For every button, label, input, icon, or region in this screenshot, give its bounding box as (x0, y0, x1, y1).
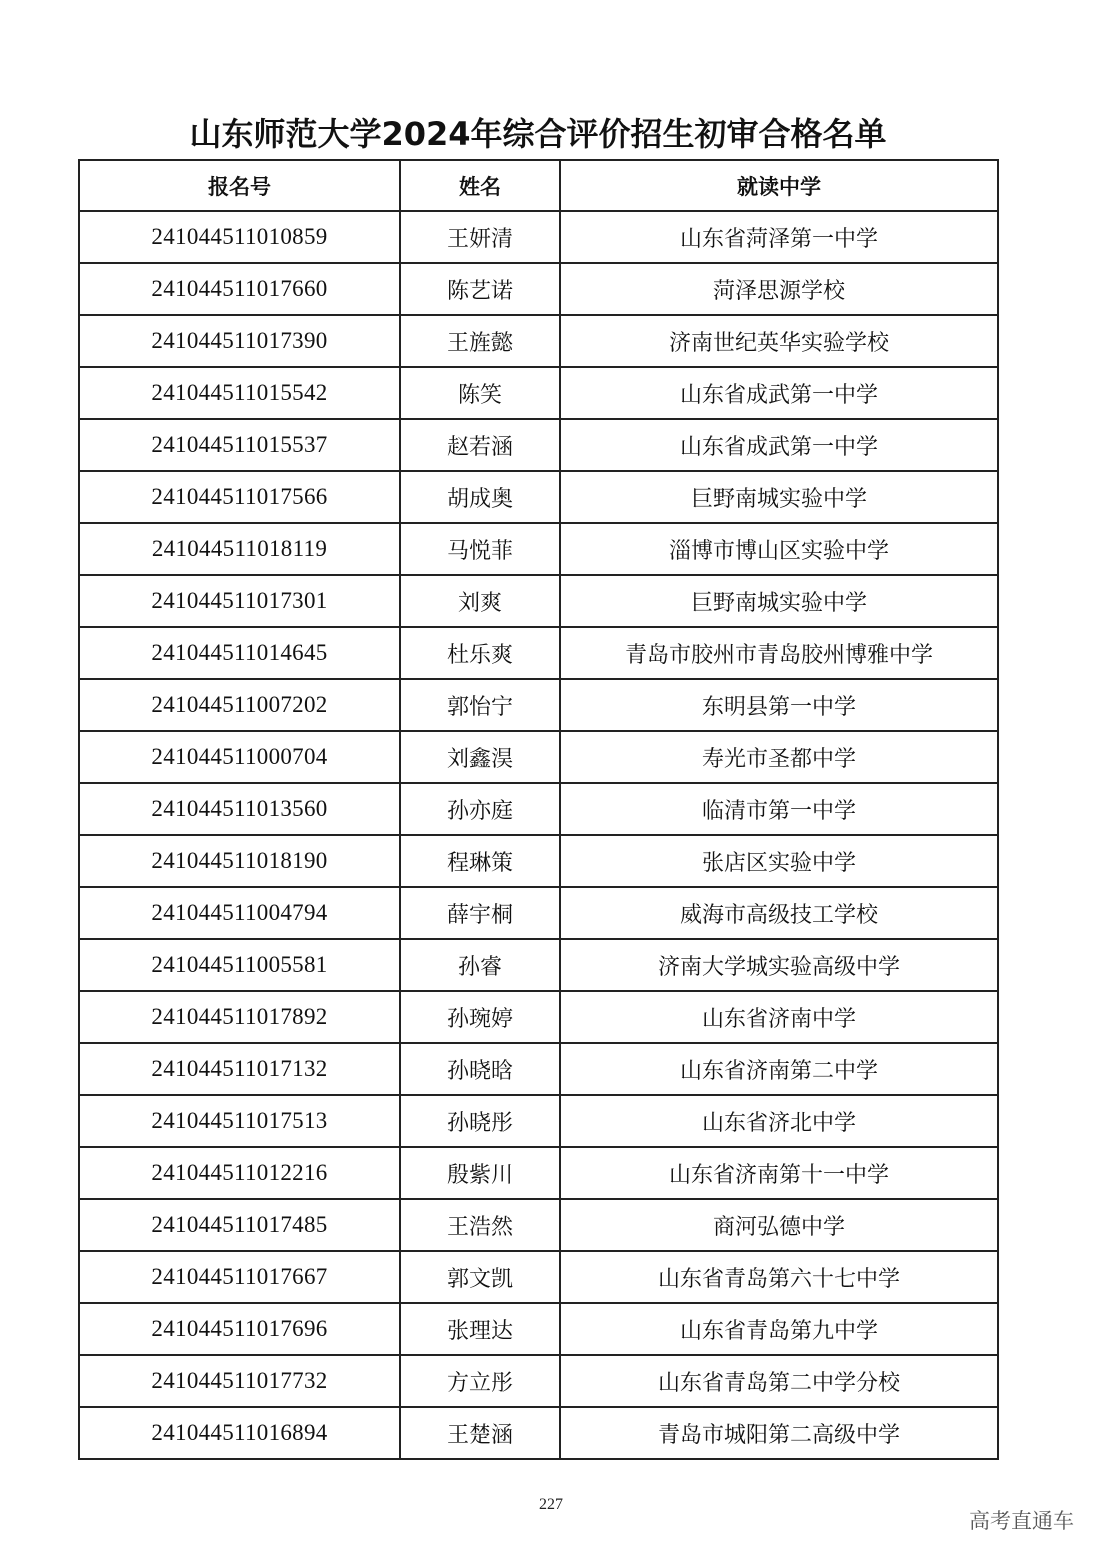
student-name-cell: 陈艺诺 (400, 263, 560, 315)
school-name-cell: 巨野南城实验中学 (560, 575, 998, 627)
student-name-cell: 孙睿 (400, 939, 560, 991)
student-name-cell: 王旌懿 (400, 315, 560, 367)
student-name-cell: 张理达 (400, 1303, 560, 1355)
column-header-name: 姓名 (400, 160, 560, 211)
school-name-cell: 山东省青岛第二中学分校 (560, 1355, 998, 1407)
table-row (79, 211, 998, 263)
registration-number-cell: 241044511013560 (79, 783, 400, 835)
student-name-cell: 马悦菲 (400, 523, 560, 575)
school-name-cell: 寿光市圣都中学 (560, 731, 998, 783)
school-name-cell: 济南大学城实验高级中学 (560, 939, 998, 991)
registration-number-cell: 241044511017892 (79, 991, 400, 1043)
table-row (79, 1407, 998, 1459)
student-name-cell: 刘爽 (400, 575, 560, 627)
registration-number-cell: 241044511017390 (79, 315, 400, 367)
student-name-cell: 郭文凯 (400, 1251, 560, 1303)
student-name-cell: 孙亦庭 (400, 783, 560, 835)
student-name-cell: 赵若涵 (400, 419, 560, 471)
registration-number-cell: 241044511004794 (79, 887, 400, 939)
table-row (79, 939, 998, 991)
registration-number-cell: 241044511015542 (79, 367, 400, 419)
registration-number-cell: 241044511007202 (79, 679, 400, 731)
registration-number-cell: 241044511017301 (79, 575, 400, 627)
table-row (79, 315, 998, 367)
student-name-cell: 郭怡宁 (400, 679, 560, 731)
table-row (79, 627, 998, 679)
registration-number-cell: 241044511012216 (79, 1147, 400, 1199)
school-name-cell: 商河弘德中学 (560, 1199, 998, 1251)
registration-number-cell: 241044511005581 (79, 939, 400, 991)
table-row (79, 1043, 998, 1095)
table-row (79, 679, 998, 731)
school-name-cell: 东明县第一中学 (560, 679, 998, 731)
registration-number-cell: 241044511017660 (79, 263, 400, 315)
registration-number-cell: 241044511018119 (79, 523, 400, 575)
student-name-cell: 方立彤 (400, 1355, 560, 1407)
student-name-cell: 刘鑫淏 (400, 731, 560, 783)
registration-number-cell: 241044511015537 (79, 419, 400, 471)
table-row (79, 835, 998, 887)
table-row (79, 783, 998, 835)
student-name-cell: 王浩然 (400, 1199, 560, 1251)
registration-number-cell: 241044511017132 (79, 1043, 400, 1095)
table-body (79, 211, 998, 1459)
school-name-cell: 山东省菏泽第一中学 (560, 211, 998, 263)
registration-number-cell: 241044511016894 (79, 1407, 400, 1459)
student-name-cell: 王妍清 (400, 211, 560, 263)
watermark: 高考直通车 (969, 1509, 1074, 1533)
registration-number-cell: 241044511018190 (79, 835, 400, 887)
table-row (79, 1251, 998, 1303)
school-name-cell: 山东省青岛第六十七中学 (560, 1251, 998, 1303)
school-name-cell: 济南世纪英华实验学校 (560, 315, 998, 367)
school-name-cell: 临清市第一中学 (560, 783, 998, 835)
school-name-cell: 山东省济南中学 (560, 991, 998, 1043)
header-row (79, 160, 998, 211)
table-row (79, 419, 998, 471)
student-name-cell: 薛宇桐 (400, 887, 560, 939)
page-number: 227 (539, 1496, 563, 1513)
registration-number-cell: 241044511000704 (79, 731, 400, 783)
school-name-cell: 青岛市城阳第二高级中学 (560, 1407, 998, 1459)
registration-number-cell: 241044511017485 (79, 1199, 400, 1251)
table-row (79, 1303, 998, 1355)
school-name-cell: 山东省济北中学 (560, 1095, 998, 1147)
student-name-cell: 王楚涵 (400, 1407, 560, 1459)
student-name-cell: 孙晓彤 (400, 1095, 560, 1147)
school-name-cell: 菏泽思源学校 (560, 263, 998, 315)
school-name-cell: 巨野南城实验中学 (560, 471, 998, 523)
registration-number-cell: 241044511017696 (79, 1303, 400, 1355)
table-row (79, 1355, 998, 1407)
student-name-cell: 孙晓晗 (400, 1043, 560, 1095)
table-row (79, 1147, 998, 1199)
registration-number-cell: 241044511010859 (79, 211, 400, 263)
registration-number-cell: 241044511014645 (79, 627, 400, 679)
registration-number-cell: 241044511017566 (79, 471, 400, 523)
registration-number-cell: 241044511017513 (79, 1095, 400, 1147)
page-title: 山东师范大学2024年综合评价招生初审合格名单 (189, 115, 887, 153)
table-row (79, 1095, 998, 1147)
table-row (79, 731, 998, 783)
registration-number-cell: 241044511017667 (79, 1251, 400, 1303)
student-name-cell: 程琳策 (400, 835, 560, 887)
column-header-school: 就读中学 (560, 160, 998, 211)
table-row (79, 991, 998, 1043)
registration-number-cell: 241044511017732 (79, 1355, 400, 1407)
school-name-cell: 青岛市胶州市青岛胶州博雅中学 (560, 627, 998, 679)
column-header-registration-number: 报名号 (79, 160, 400, 211)
admission-list-table (78, 159, 999, 1460)
student-name-cell: 杜乐爽 (400, 627, 560, 679)
table-row (79, 1199, 998, 1251)
table-row (79, 575, 998, 627)
school-name-cell: 张店区实验中学 (560, 835, 998, 887)
table-row (79, 523, 998, 575)
table-header (79, 160, 998, 211)
table-row (79, 887, 998, 939)
table-row (79, 263, 998, 315)
student-name-cell: 陈笑 (400, 367, 560, 419)
school-name-cell: 山东省济南第二中学 (560, 1043, 998, 1095)
school-name-cell: 山东省青岛第九中学 (560, 1303, 998, 1355)
student-name-cell: 孙琬婷 (400, 991, 560, 1043)
student-name-cell: 胡成奥 (400, 471, 560, 523)
school-name-cell: 山东省济南第十一中学 (560, 1147, 998, 1199)
school-name-cell: 山东省成武第一中学 (560, 367, 998, 419)
school-name-cell: 威海市高级技工学校 (560, 887, 998, 939)
school-name-cell: 山东省成武第一中学 (560, 419, 998, 471)
table-row (79, 471, 998, 523)
table-row (79, 367, 998, 419)
student-name-cell: 殷紫川 (400, 1147, 560, 1199)
school-name-cell: 淄博市博山区实验中学 (560, 523, 998, 575)
